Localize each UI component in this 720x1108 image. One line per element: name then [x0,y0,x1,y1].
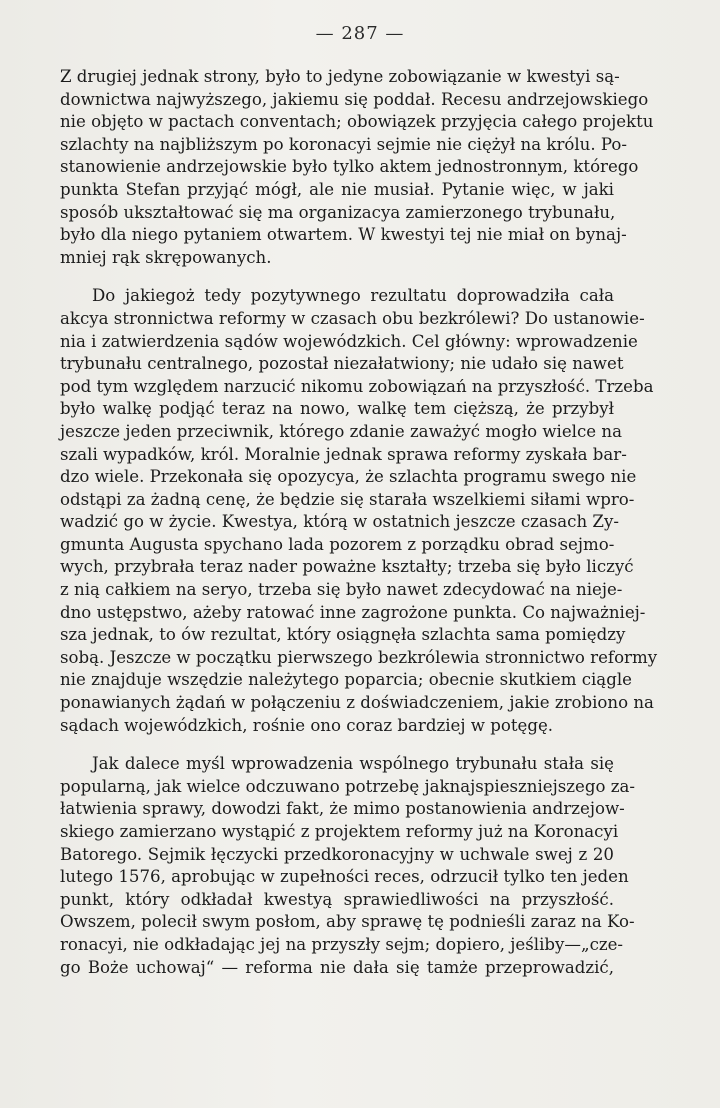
text-line: nie znajduje wszędzie należytego poparcia; obecnie skutkiem ciągle [60,670,632,690]
text-line: nie objęto w pactach conventach; obowiązek przyjęcia całego projektu [60,112,654,132]
text-line: trybunału centralnego, pozostał niezałatwiony; nie udało się nawet [60,354,624,374]
text-line: odstąpi za żadną cenę, że będzie się starała wszelkiemi siłami wpro- [60,489,635,509]
text-line: sobą. Jeszcze w początku pierwszego bezkrólewia stronnictwo reformy [60,647,658,667]
text-line: pod tym względem narzucić nikomu zobowiązań na przyszłość. Trzeba [60,376,654,396]
text-line: gmunta Augusta spychano lada pozorem z porządku obrad sejmo- [60,534,615,554]
text-line: sza jednak, to ów rezultat, który osiągnęła szlachta sama pomiędzy [60,625,626,645]
text-line: skiego zamierzano wystąpić z projektem reformy już na Koronacyi [60,822,619,841]
text-line: Do jakiegoż tedy pozytywnego rezultatu doprowadziła cała [92,286,614,306]
page-number: — 287 — [315,23,405,44]
text-line: sądach wojewódzkich, rośnie ono coraz bardziej w potęgę. [60,715,554,735]
text-line: było dla niego pytaniem otwartem. W kwestyi tej nie miał on bynaj- [60,225,627,245]
text-line: popularną, jak wielce odczuwano potrzebę jaknajspieszniejszego za- [60,776,635,796]
text-line: stanowienie andrzejowskie było tylko aktem jednostronnym, którego [60,157,639,177]
text-line: Owszem, polecił swym posłom, aby sprawę tę podnieśli zaraz na Ko- [60,912,635,932]
text-line: nia i zatwierdzenia sądów wojewódzkich. Cel główny: wprowadzenie [60,331,638,351]
text-line: szali wypadków, król. Moralnie jednak sprawa reformy zyskała bar- [60,444,627,464]
paragraph-3 [60,753,635,979]
text-line: ronacyi, nie odkładając jej na przyszły sejm; dopiero, jeśliby—„cze- [60,934,624,954]
text-line: dzo wiele. Przekonała się opozycya, że szlachta programu swego nie [60,467,637,487]
text-line: ponawianych żądań w połączeniu z doświadczeniem, jakie zrobiono na [60,693,654,713]
text-line: dno ustępstwo, ażeby ratować inne zagrożone punkta. Co najważniej- [60,602,646,622]
paragraph-2 [60,285,658,737]
text-line: szlachty na najbliższym po koronacyi sejmie nie ciężył na królu. Po- [60,134,628,154]
paragraph-1 [60,66,654,269]
text-line: Z drugiej jednak strony, było to jedyne zobowiązanie w kwestyi są- [60,67,620,86]
text-line: downictwa najwyższego, jakiemu się poddał. Recesu andrzejowskiego [60,89,649,109]
text-line: punkt, który odkładał kwestyą sprawiedliwości na przyszłość. [60,889,614,909]
text-line: Jak dalece myśl wprowadzenia wspólnego trybunału stała się [92,754,614,774]
text-line: akcya stronnictwa reformy w czasach obu bezkrólewi? Do ustanowie- [60,308,645,328]
text-line: go Boże uchowaj“ — reforma nie dała się tamże przeprowadzić, [60,957,614,977]
text-line: z nią całkiem na seryo, trzeba się było nawet zdecydować na nieje- [60,580,623,600]
text-line: punkta Stefan przyjąć mógł, ale nie musiał. Pytanie więc, w jaki [60,179,614,199]
text-line: Batorego. Sejmik łęczycki przedkoronacyjny w uchwale swej z 20 [60,844,614,864]
text-line: mniej rąk skrępowanych. [60,247,272,267]
text-line: łatwienia sprawy, dowodzi fakt, że mimo postanowienia andrzejow- [60,799,625,819]
text-line: wych, przybrała teraz nader poważne kształty; trzeba się było liczyć [60,557,634,577]
text-line: jeszcze jeden przeciwnik, którego zdanie zaważyć mogło wielce na [60,421,622,441]
text-line: lutego 1576, aprobując w zupełności reces, odrzucił tylko ten jeden [60,867,629,887]
text-line: było walkę podjąć teraz na nowo, walkę tem cięższą, że przybył [60,399,614,419]
text-line: wadzić go w życie. Kwestya, którą w ostatnich jeszcze czasach Zy- [60,512,619,532]
body-text [60,66,658,979]
text-line: sposób ukształtować się ma organizacya zamierzonego trybunału, [60,202,616,222]
